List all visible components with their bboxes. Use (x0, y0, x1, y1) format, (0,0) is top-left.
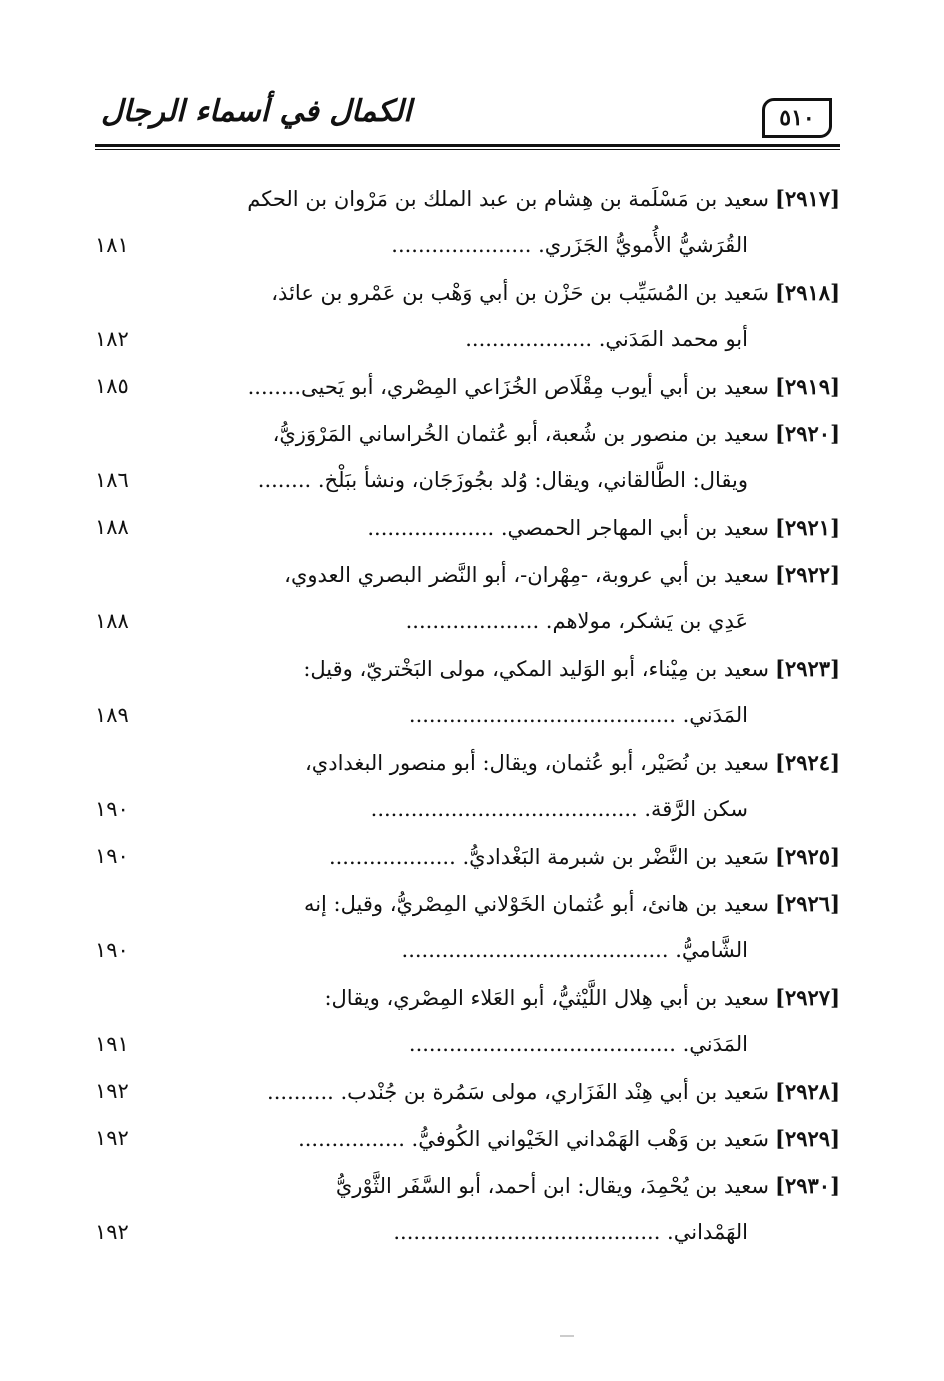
entry-number: [٢٩٢١] (775, 515, 840, 540)
entry-text: عَدِي بن يَشكر، مولاهم. .................... (405, 609, 748, 633)
entry-text: ويقال: الطَّالقاني، ويقال: وُلد بجُوزَجَان، ونشأ ببَلْخ. ........ (257, 468, 748, 492)
entry-line (95, 175, 840, 222)
entry-line (95, 1162, 840, 1209)
entry-number: [٢٩٢٨] (775, 1079, 840, 1104)
entry-line (95, 1068, 840, 1115)
entry-text: سعيد بن مِيْناء، أبو الوَليد المكي، مولى البَخْتريّ، وقيل: (303, 657, 769, 681)
footer-mark (560, 1335, 574, 1337)
entry-line (95, 598, 840, 645)
entry-number: [٢٩٢٢] (775, 562, 840, 587)
entry-text: سَعيد بن المُسَيِّب بن حَزْن بن أبي وَهْب بن عَمْرو بن عائذ، (271, 281, 769, 305)
entry-number: [٢٩٢٦] (775, 891, 840, 916)
page-reference: ١٩١ (95, 1021, 135, 1068)
entry-text: سعيد بن أبي هِلال اللَّيْثيُّ، أبو العَلاء المِصْري، ويقال: (324, 986, 769, 1010)
entry-line (95, 269, 840, 316)
entry-number: [٢٩٢٩] (775, 1126, 840, 1151)
entry-text: الشَّاميُّ. ........................................ (401, 938, 748, 962)
entry-line (95, 739, 840, 786)
entry-text: أبو محمد المَدَني. ................... (465, 327, 748, 351)
entry-line (95, 974, 840, 1021)
index-entry (95, 504, 840, 551)
index-entry (95, 1068, 840, 1115)
index-entry (95, 551, 840, 645)
header-rule-thin (95, 149, 840, 150)
page-header (95, 92, 840, 150)
entry-line (95, 504, 840, 551)
entry-line (95, 222, 840, 269)
entry-line (95, 786, 840, 833)
entry-line (95, 1209, 840, 1256)
index-entry (95, 363, 840, 410)
entry-line (95, 363, 840, 410)
page-reference: ١٨٦ (95, 457, 135, 504)
book-title: الكمال في أسماء الرجال (101, 94, 412, 129)
index-entry (95, 1115, 840, 1162)
entry-text: سكن الرَّقة. ........................................ (370, 797, 748, 821)
index-entry (95, 1162, 840, 1256)
index-entry (95, 269, 840, 363)
index-entry (95, 410, 840, 504)
entry-text: سعيد بن أبي المهاجر الحمصي. ................... (367, 516, 769, 540)
header-rule (95, 144, 840, 147)
page-reference: ١٨٢ (95, 316, 135, 363)
entry-text: سَعيد بن أبي هِنْد الفَزَاري، مولى سَمُرة بن جُنْدب. .......... (267, 1080, 769, 1104)
entry-text: سعيد بن نُصَيْر، أبو عُثمان، ويقال: أبو منصور البغدادي، (305, 751, 769, 775)
entry-number: [٢٩٢٥] (775, 844, 840, 869)
page-number: ٥١٠ (762, 98, 832, 138)
entry-number: [٢٩٣٠] (775, 1173, 840, 1198)
entry-text: سعيد بن منصور بن شُعبة، أبو عُثمان الخُراساني المَرْوَزيُّ، (272, 422, 769, 446)
page-reference: ١٩٠ (95, 786, 135, 833)
page-reference: ١٨١ (95, 222, 135, 269)
entry-line (95, 316, 840, 363)
entry-line (95, 551, 840, 598)
entry-line (95, 410, 840, 457)
page-reference: ١٩٢ (95, 1068, 135, 1115)
entry-text: الهَمْداني. ........................................ (393, 1220, 748, 1244)
index-entry (95, 645, 840, 739)
page-reference: ١٨٨ (95, 504, 135, 551)
page-reference: ١٩٠ (95, 927, 135, 974)
entry-line (95, 1021, 840, 1068)
index-entry (95, 175, 840, 269)
entry-number: [٢٩١٨] (775, 280, 840, 305)
entry-text: سعيد بن مَسْلَمة بن هِشام بن عبد الملك بن مَرْوان بن الحكم (247, 187, 769, 211)
entry-text: المَدَني. ........................................ (408, 703, 748, 727)
page-reference: ١٨٨ (95, 598, 135, 645)
entry-number: [٢٩١٩] (775, 374, 840, 399)
entry-number: [٢٩٢٣] (775, 656, 840, 681)
entry-line (95, 692, 840, 739)
page-reference: ١٨٥ (95, 363, 135, 410)
page-reference: ١٩٢ (95, 1115, 135, 1162)
entry-number: [٢٩٢٤] (775, 750, 840, 775)
entry-number: [٢٩٢٧] (775, 985, 840, 1010)
index-entry (95, 974, 840, 1068)
entry-text: المَدَني. ........................................ (408, 1032, 748, 1056)
entry-number: [٢٩١٧] (775, 186, 840, 211)
index-entry (95, 739, 840, 833)
page-reference: ١٩٢ (95, 1209, 135, 1256)
index-list (95, 175, 840, 1256)
entry-line (95, 645, 840, 692)
entry-line (95, 880, 840, 927)
index-entry (95, 833, 840, 880)
entry-text: سعيد بن يُحْمِدَ، ويقال: ابن أحمد، أبو السَّفَر الثَّوْريُّ (335, 1174, 769, 1198)
entry-text: سَعيد بن النَّضْر بن شبرمة البَغْداديُّ. ................... (328, 845, 769, 869)
entry-line (95, 457, 840, 504)
page-reference: ١٨٩ (95, 692, 135, 739)
index-entry (95, 880, 840, 974)
entry-line (95, 1115, 840, 1162)
entry-number: [٢٩٢٠] (775, 421, 840, 446)
entry-text: سعيد بن أبي أيوب مِقْلَاص الخُزَاعي المِصْري، أبو يَحيى........ (247, 375, 769, 399)
entry-text: سعيد بن أبي عروبة، -مِهْران-، أبو النَّضر البصري العدوي، (284, 563, 769, 587)
page-reference: ١٩٠ (95, 833, 135, 880)
entry-text: سَعيد بن وَهْب الهَمْداني الخَيْواني الكُوفيُّ. ................ (298, 1127, 769, 1151)
entry-text: سعيد بن هانئ، أبو عُثمان الخَوْلاني المِصْريُّ، وقيل: إنه (303, 892, 769, 916)
entry-text: القُرَشيُّ الأُمويُّ الجَزَري. ..................... (391, 233, 748, 257)
entry-line (95, 833, 840, 880)
entry-line (95, 927, 840, 974)
